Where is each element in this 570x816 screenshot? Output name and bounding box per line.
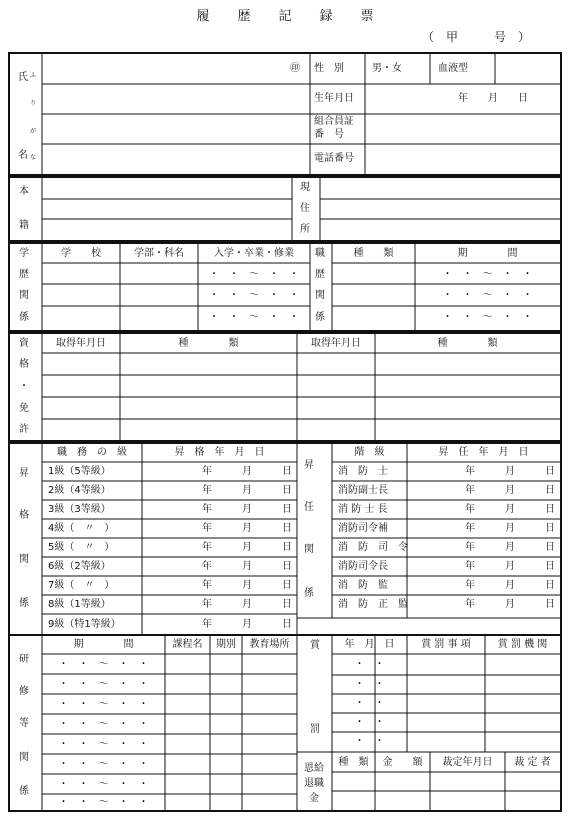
date-range: ・ ・ 〜 ・ ・ <box>58 659 149 670</box>
name-label-char: 名 <box>18 150 28 161</box>
training-label-char: 関 <box>19 752 29 763</box>
pension-kind-header: 種 類 <box>338 757 369 768</box>
rank-name: 消防司令長 <box>338 561 388 572</box>
address-label-char: 住 <box>300 203 310 214</box>
gender-value: 男・女 <box>372 63 402 74</box>
term-header: 期別 <box>216 639 236 650</box>
grade-name: 1級（5等級） <box>48 466 111 477</box>
grade-name: 3級（3等級） <box>48 504 111 515</box>
award-date-header: 年 月 日 <box>344 639 395 650</box>
rank-date-header: 昇 任 年 月 日 <box>438 447 529 458</box>
pension-label: 恩給 <box>304 763 324 774</box>
rank-promotion-label-char: 関 <box>304 544 314 555</box>
rank-date: 年 月 日 <box>465 466 555 477</box>
education-label-char: 学 <box>19 248 29 259</box>
award-date: ・ ・ <box>354 679 385 690</box>
date-range: ・ ・ 〜 ・ ・ <box>58 679 149 690</box>
rank-promotion-label-char: 任 <box>304 502 314 513</box>
qualification-kind-header: 種 類 <box>437 338 498 349</box>
date-range: ・ ・ 〜 ・ ・ <box>442 269 533 280</box>
award-agency-header: 賞 罰 機 関 <box>497 639 548 650</box>
place-header: 教育場所 <box>249 639 290 650</box>
training-period-header: 期 間 <box>73 639 134 650</box>
phone-label: 電話番号 <box>314 153 354 164</box>
grade-date: 年 月 日 <box>202 580 292 591</box>
birth-date-value: 年 月 日 <box>458 93 528 104</box>
course-header: 課程名 <box>172 639 203 650</box>
rank-name: 消防司令補 <box>338 523 388 534</box>
date-range: ・ ・ 〜 ・ ・ <box>58 699 149 710</box>
department-header: 学部・科名 <box>134 248 184 259</box>
grade-date: 年 月 日 <box>202 619 292 630</box>
work-label-char: 係 <box>315 312 325 323</box>
date-range: ・ ・ 〜 ・ ・ <box>58 779 149 790</box>
award-date: ・ ・ <box>354 659 385 670</box>
rank-date: 年 月 日 <box>465 561 555 572</box>
furigana-char: ふ <box>30 72 37 79</box>
grade-name: 4級（ 〃 ） <box>48 523 115 534</box>
award-date: ・ ・ <box>354 736 385 747</box>
history-section <box>8 242 562 332</box>
address-section <box>8 176 562 242</box>
grade-date: 年 月 日 <box>202 542 292 553</box>
seal-mark: ㊞ <box>290 63 300 74</box>
name-label-char: 氏 <box>18 72 28 83</box>
pension-label: 金 <box>309 793 319 804</box>
domicile-label-char: 本 <box>19 186 29 197</box>
member-id-label: 組合員証 <box>314 116 354 127</box>
work-kind-header: 種 類 <box>353 248 394 259</box>
rank-name: 消防副士長 <box>338 485 388 496</box>
grade-name: 8級（1等級） <box>48 599 111 610</box>
date-range: ・ ・ 〜 ・ ・ <box>58 739 149 750</box>
award-date: ・ ・ <box>354 698 385 709</box>
qualification-label-char: 格 <box>19 359 29 370</box>
grade-name: 7級（ 〃 ） <box>48 580 115 591</box>
title-char: 履 <box>196 9 210 24</box>
member-id-label: 番 号 <box>314 129 344 140</box>
grade-name: 9級（特1等級） <box>48 619 121 630</box>
title-char: 録 <box>319 9 333 24</box>
award-matter-header: 賞 罰 事 項 <box>421 639 471 650</box>
furigana-char: な <box>30 154 37 161</box>
rank-name: 消 防 監 <box>338 580 388 591</box>
training-label-char: 係 <box>19 786 29 797</box>
rank-name: 消 防 正 監 <box>338 599 408 610</box>
date-range: ・ ・ 〜 ・ ・ <box>442 312 533 323</box>
work-period-header: 期 間 <box>457 248 518 259</box>
work-label-char: 歴 <box>315 269 325 280</box>
address-label-char: 現 <box>300 182 310 193</box>
grade-date: 年 月 日 <box>202 599 292 610</box>
grade-promotion-label-char: 格 <box>19 510 29 521</box>
rank-date: 年 月 日 <box>465 580 555 591</box>
date-range: ・ ・ 〜 ・ ・ <box>58 719 149 730</box>
qualification-section <box>8 332 562 442</box>
job-grade-header: 職 務 の 級 <box>57 447 127 458</box>
rank-name: 消 防 士 <box>338 466 388 477</box>
qualification-label-char: 資 <box>19 338 29 349</box>
address-grid <box>10 178 560 240</box>
grade-promotion-label-char: 関 <box>19 554 29 565</box>
grade-promotion-label-char: 係 <box>19 598 29 609</box>
grade-promotion-label-char: 昇 <box>19 468 29 479</box>
title-char: 歴 <box>237 9 251 24</box>
address-label-char: 所 <box>300 224 310 235</box>
qualification-label-char: 許 <box>19 424 29 435</box>
rank-date: 年 月 日 <box>465 542 555 553</box>
title-char: 記 <box>278 9 292 24</box>
personal-section <box>8 52 562 176</box>
gender-label: 性 別 <box>314 63 344 74</box>
rank-header: 階 級 <box>354 447 385 458</box>
rank-name: 消 防 士 長 <box>338 504 388 515</box>
personal-grid <box>10 54 560 174</box>
awards-label-char: 賞 <box>310 640 320 651</box>
date-range: ・ ・ 〜 ・ ・ <box>209 312 299 323</box>
grade-name: 5級（ 〃 ） <box>48 542 115 553</box>
training-label-char: 研 <box>19 654 29 665</box>
grade-date: 年 月 日 <box>202 485 292 496</box>
furigana-char: が <box>30 128 37 135</box>
promotion-section <box>8 442 562 636</box>
rank-date: 年 月 日 <box>465 504 555 515</box>
date-range: ・ ・ 〜 ・ ・ <box>442 290 533 301</box>
rank-date: 年 月 日 <box>465 523 555 534</box>
education-label-char: 関 <box>19 290 29 301</box>
birth-date-label: 生年月日 <box>314 93 354 104</box>
date-range: ・ ・ 〜 ・ ・ <box>209 290 299 301</box>
pension-label: 退職 <box>304 778 324 789</box>
grade-date-header: 昇 格 年 月 日 <box>174 447 265 458</box>
grade-date: 年 月 日 <box>202 466 292 477</box>
blood-type-label: 血液型 <box>438 63 468 74</box>
school-header: 学 校 <box>61 248 101 259</box>
date-range: ・ ・ 〜 ・ ・ <box>58 797 149 808</box>
training-label-char: 修 <box>19 686 29 697</box>
acquired-date-header: 取得年月日 <box>311 338 361 349</box>
grade-date: 年 月 日 <box>202 504 292 515</box>
rank-date: 年 月 日 <box>465 485 555 496</box>
education-label-char: 歴 <box>19 269 29 280</box>
award-date: ・ ・ <box>354 717 385 728</box>
enroll-dates-header: 入学・卒業・修業 <box>214 248 294 259</box>
decider-header: 裁 定 者 <box>514 757 551 768</box>
grade-name: 6級（2等級） <box>48 561 111 572</box>
grade-name: 2級（4等級） <box>48 485 111 496</box>
date-range: ・ ・ 〜 ・ ・ <box>209 269 299 280</box>
work-label-char: 職 <box>315 248 325 259</box>
qualification-label-char: 免 <box>19 403 29 414</box>
domicile-label-char: 籍 <box>19 220 29 231</box>
decision-date-header: 裁定年月日 <box>442 757 493 768</box>
qualification-kind-header: 種 類 <box>178 338 239 349</box>
rank-promotion-label-char: 係 <box>304 588 314 599</box>
training-awards-section <box>8 634 562 812</box>
grade-date: 年 月 日 <box>202 561 292 572</box>
grade-date: 年 月 日 <box>202 523 292 534</box>
date-range: ・ ・ 〜 ・ ・ <box>58 759 149 770</box>
document-title <box>0 5 570 24</box>
pension-amount-header: 金 額 <box>382 757 423 768</box>
acquired-date-header: 取得年月日 <box>56 338 106 349</box>
awards-label-char: 罰 <box>310 724 320 735</box>
form-number: （甲 号） <box>421 30 542 44</box>
qualification-label-char: ・ <box>19 381 29 392</box>
education-label-char: 係 <box>19 312 29 323</box>
work-label-char: 関 <box>315 290 325 301</box>
title-char: 票 <box>360 9 374 24</box>
training-label-char: 等 <box>19 718 29 729</box>
rank-promotion-label-char: 昇 <box>304 460 314 471</box>
rank-date: 年 月 日 <box>465 599 555 610</box>
rank-name: 消 防 司 令 <box>338 542 408 553</box>
furigana-char: り <box>30 100 37 107</box>
